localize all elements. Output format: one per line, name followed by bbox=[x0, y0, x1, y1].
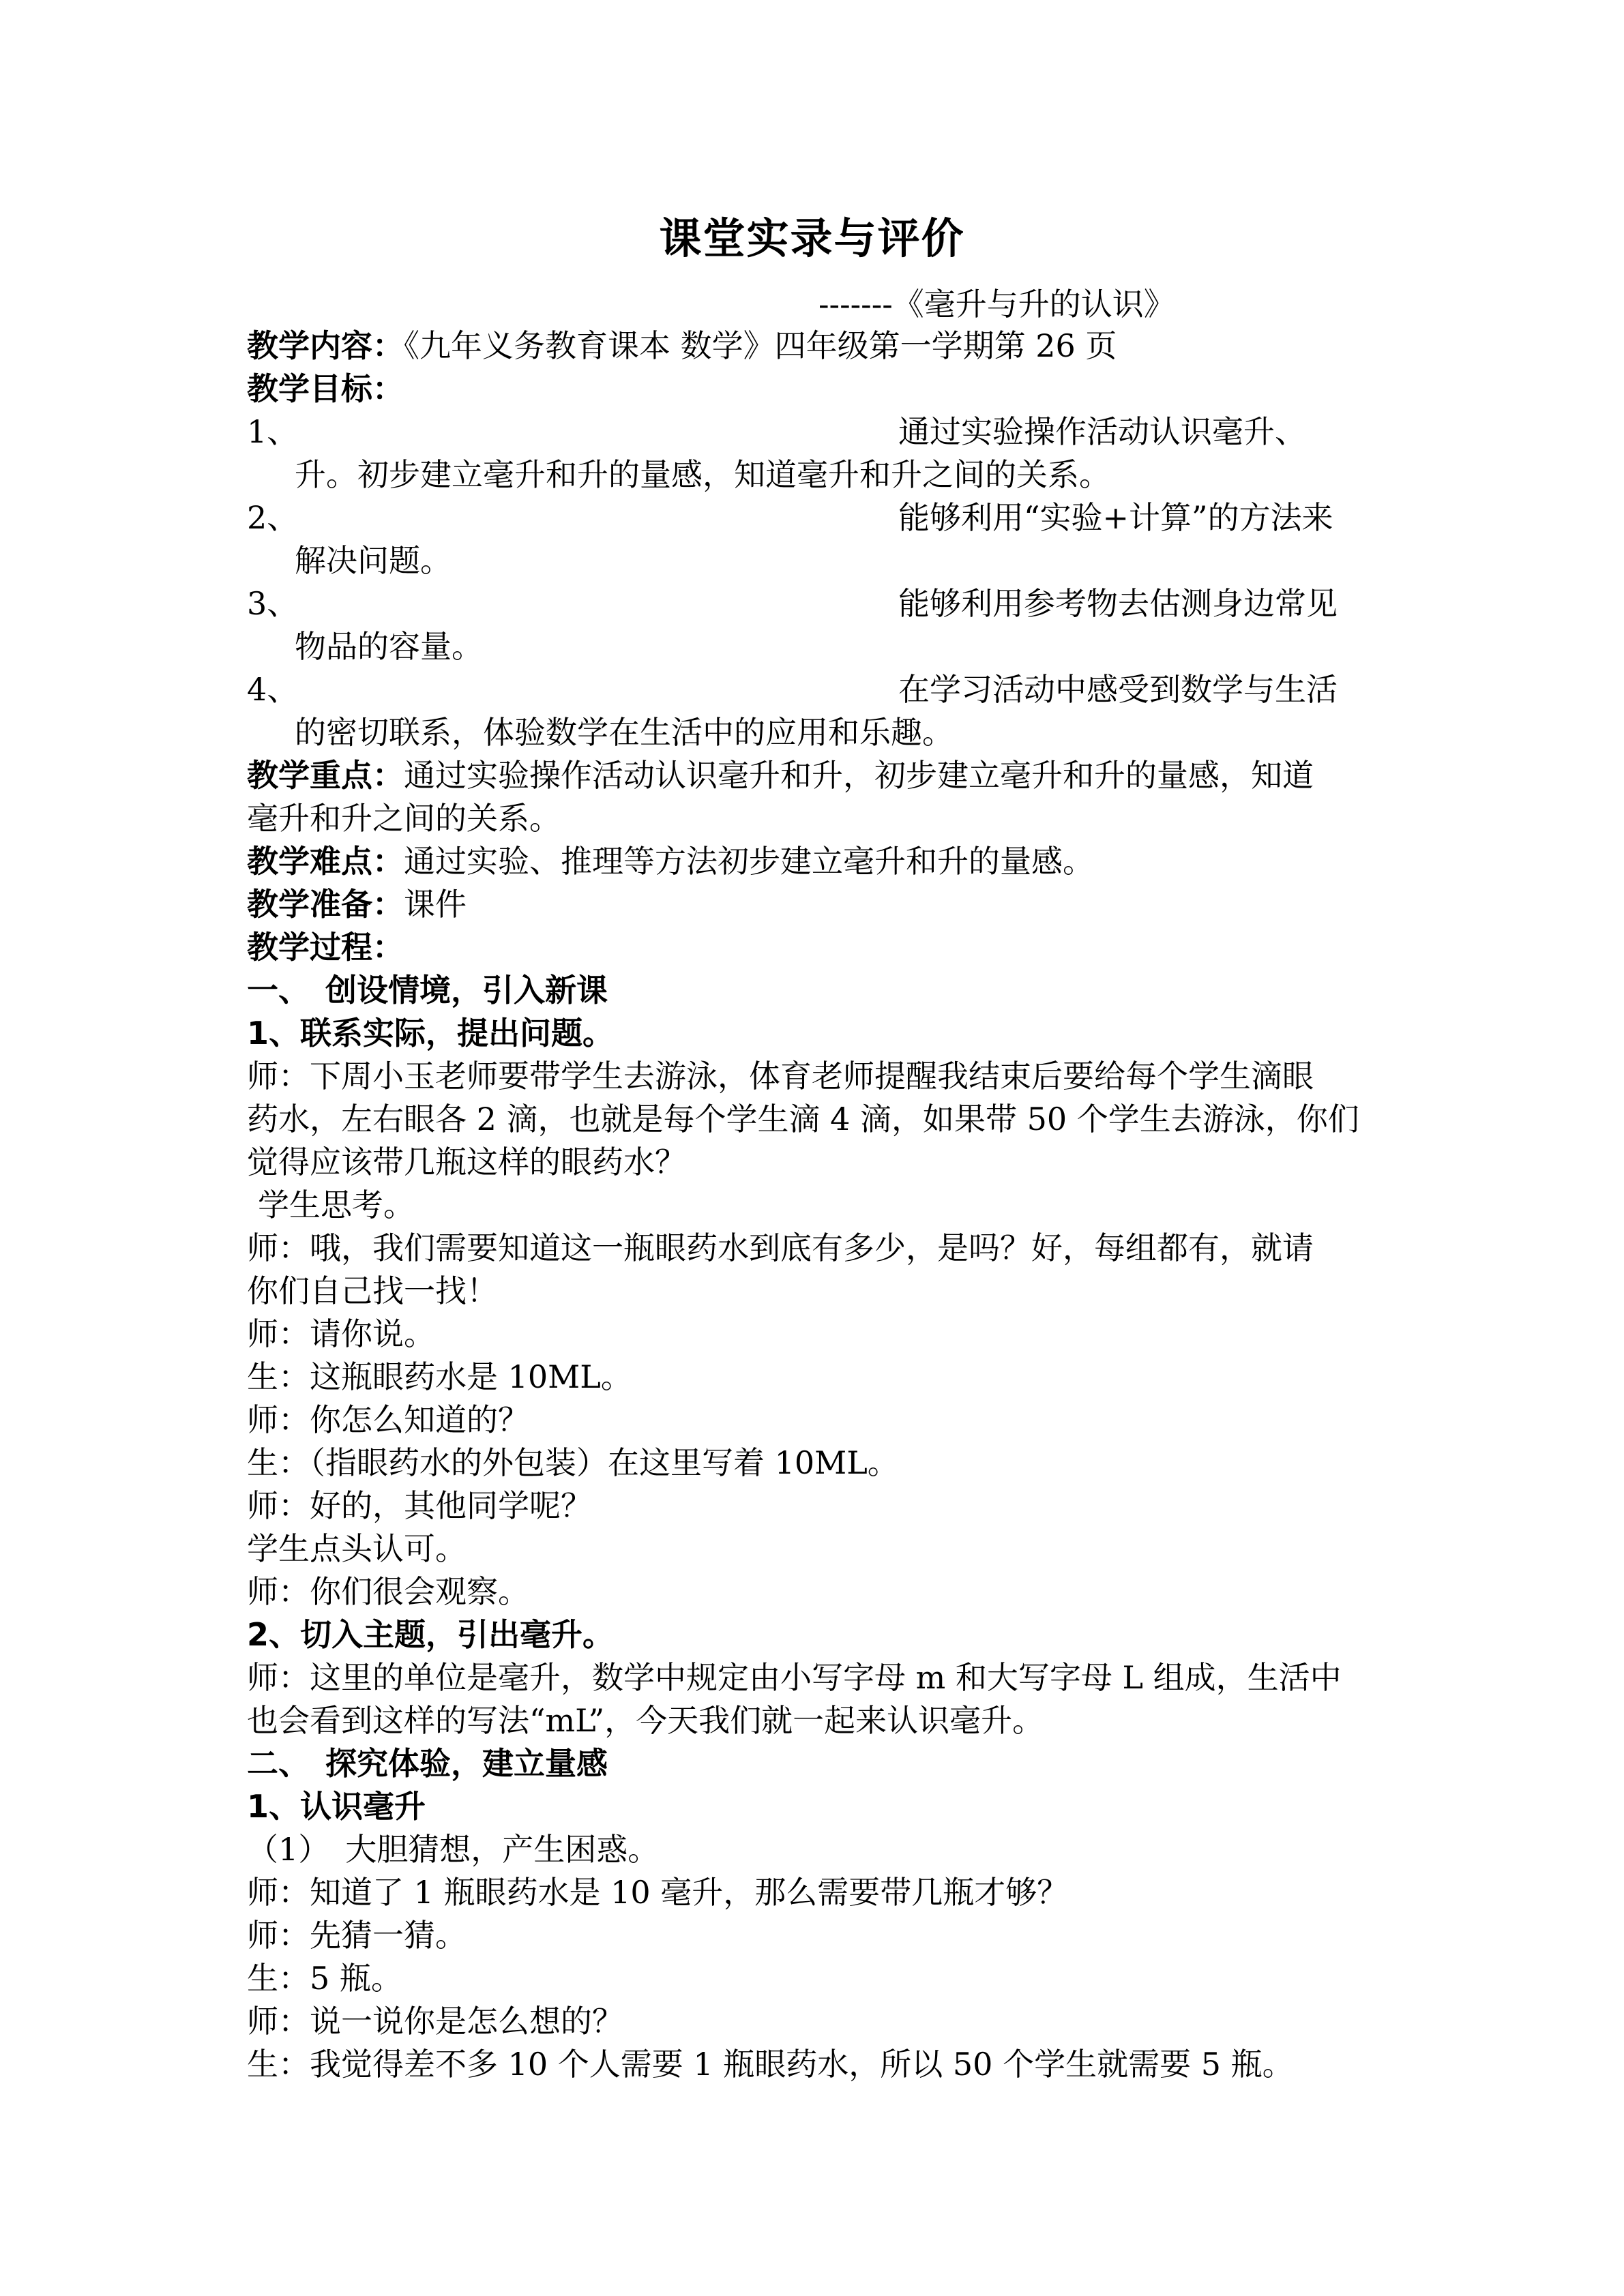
paragraph-line: 生：（指眼药水的外包装）在这里写着 10ML。 bbox=[247, 1444, 899, 1481]
paragraph-line: 师：这里的单位是毫升，数学中规定由小写字母 m 和大写字母 L 组成，生活中 bbox=[247, 1659, 1342, 1696]
paragraph-line: （1） 大胆猜想，产生困惑。 bbox=[247, 1831, 660, 1868]
teaching-content-line bbox=[247, 325, 1379, 368]
goal-number: 2、 bbox=[247, 499, 299, 536]
paragraph-line: 学生思考。 bbox=[258, 1187, 415, 1223]
goal-text-line1: 在学习活动中感受到数学与生活 bbox=[898, 671, 1338, 708]
paragraph-line: 生：5 瓶。 bbox=[247, 1960, 402, 1997]
subsection-heading: 1、联系实际，提出问题。 bbox=[247, 1015, 615, 1052]
section-heading: 一、 创设情境，引入新课 bbox=[247, 972, 608, 1009]
goal-text-line1: 通过实验操作活动认识毫升、 bbox=[898, 413, 1306, 450]
goal-text-line1: 能够利用参考物去估测身边常见 bbox=[898, 585, 1338, 622]
paragraph-line: 师：说一说你是怎么想的？ bbox=[247, 2003, 623, 2040]
goal-text-line2: 解决问题。 bbox=[295, 542, 452, 579]
paragraph-line: 师：先猜一猜。 bbox=[247, 1917, 467, 1954]
preparation-label: 教学准备： bbox=[247, 886, 404, 923]
page-title: 课堂实录与评价 bbox=[659, 213, 965, 263]
document-body bbox=[247, 325, 1379, 2086]
key-point-label: 教学重点： bbox=[247, 757, 404, 794]
goal-number: 4、 bbox=[247, 671, 299, 708]
paragraph-line: 你们自己找一找！ bbox=[247, 1272, 498, 1309]
difficulty-text: 通过实验、推理等方法初步建立毫升和升的量感。 bbox=[404, 843, 1094, 880]
teaching-content-label: 教学内容： bbox=[247, 327, 404, 364]
paragraph-line: 觉得应该带几瓶这样的眼药水？ bbox=[247, 1144, 686, 1180]
paragraph-line: 生：我觉得差不多 10 个人需要 1 瓶眼药水，所以 50 个学生就需要 5 瓶。 bbox=[247, 2046, 1294, 2083]
page-subtitle: -------《毫升与升的认识》 bbox=[818, 286, 1175, 323]
goal-text-line1: 能够利用“实验+计算”的方法来 bbox=[898, 499, 1333, 536]
paragraph-line: 药水，左右眼各 2 滴，也就是每个学生滴 4 滴，如果带 50 个学生去游泳，你们 bbox=[247, 1101, 1359, 1137]
goal-number: 3、 bbox=[247, 585, 299, 622]
teaching-content-text: 《九年义务教育课本 数学》四年级第一学期第 26 页 bbox=[404, 327, 1117, 364]
goal-item bbox=[247, 411, 1379, 496]
key-point-line bbox=[247, 754, 1379, 797]
paragraph-line: 师：你怎么知道的？ bbox=[247, 1401, 529, 1438]
goal-text-line2: 升。初步建立毫升和升的量感，知道毫升和升之间的关系。 bbox=[295, 456, 1110, 493]
paragraph-line: 师：你们很会观察。 bbox=[247, 1573, 529, 1610]
key-point-text-cont: 毫升和升之间的关系。 bbox=[247, 800, 561, 837]
paragraph-line: 师：请你说。 bbox=[247, 1315, 435, 1352]
goal-item bbox=[247, 582, 1379, 668]
teaching-goals-label: 教学目标： bbox=[247, 370, 404, 407]
paragraph-line: 师：下周小玉老师要带学生去游泳，体育老师提醒我结束后要给每个学生滴眼 bbox=[247, 1058, 1314, 1094]
subsection-heading: 1、认识毫升 bbox=[247, 1788, 426, 1825]
key-point-text: 通过实验操作活动认识毫升和升，初步建立毫升和升的量感，知道 bbox=[404, 757, 1314, 794]
process-label: 教学过程： bbox=[247, 929, 404, 966]
goal-item bbox=[247, 496, 1379, 582]
difficulty-label: 教学难点： bbox=[247, 843, 404, 880]
difficulty-line bbox=[247, 840, 1379, 883]
preparation-line bbox=[247, 883, 1379, 926]
section-heading: 二、 探究体验，建立量感 bbox=[247, 1745, 608, 1782]
paragraph-line: 师：好的，其他同学呢？ bbox=[247, 1487, 592, 1524]
paragraph-line: 师：知道了 1 瓶眼药水是 10 毫升，那么需要带几瓶才够？ bbox=[247, 1874, 1069, 1911]
paragraph-line: 也会看到这样的写法“mL”，今天我们就一起来认识毫升。 bbox=[247, 1702, 1044, 1739]
subsection-heading: 2、切入主题，引出毫升。 bbox=[247, 1616, 615, 1653]
preparation-text: 课件 bbox=[404, 886, 467, 923]
paragraph-line: 师：哦，我们需要知道这一瓶眼药水到底有多少，是吗？好，每组都有，就请 bbox=[247, 1229, 1314, 1266]
goal-text-line2: 的密切联系，体验数学在生活中的应用和乐趣。 bbox=[295, 714, 954, 751]
paragraph-line: 生：这瓶眼药水是 10ML。 bbox=[247, 1358, 632, 1395]
goal-item bbox=[247, 668, 1379, 754]
goal-text-line2: 物品的容量。 bbox=[295, 628, 483, 665]
goal-number: 1、 bbox=[247, 413, 299, 450]
paragraph-line: 学生点头认可。 bbox=[247, 1530, 467, 1567]
